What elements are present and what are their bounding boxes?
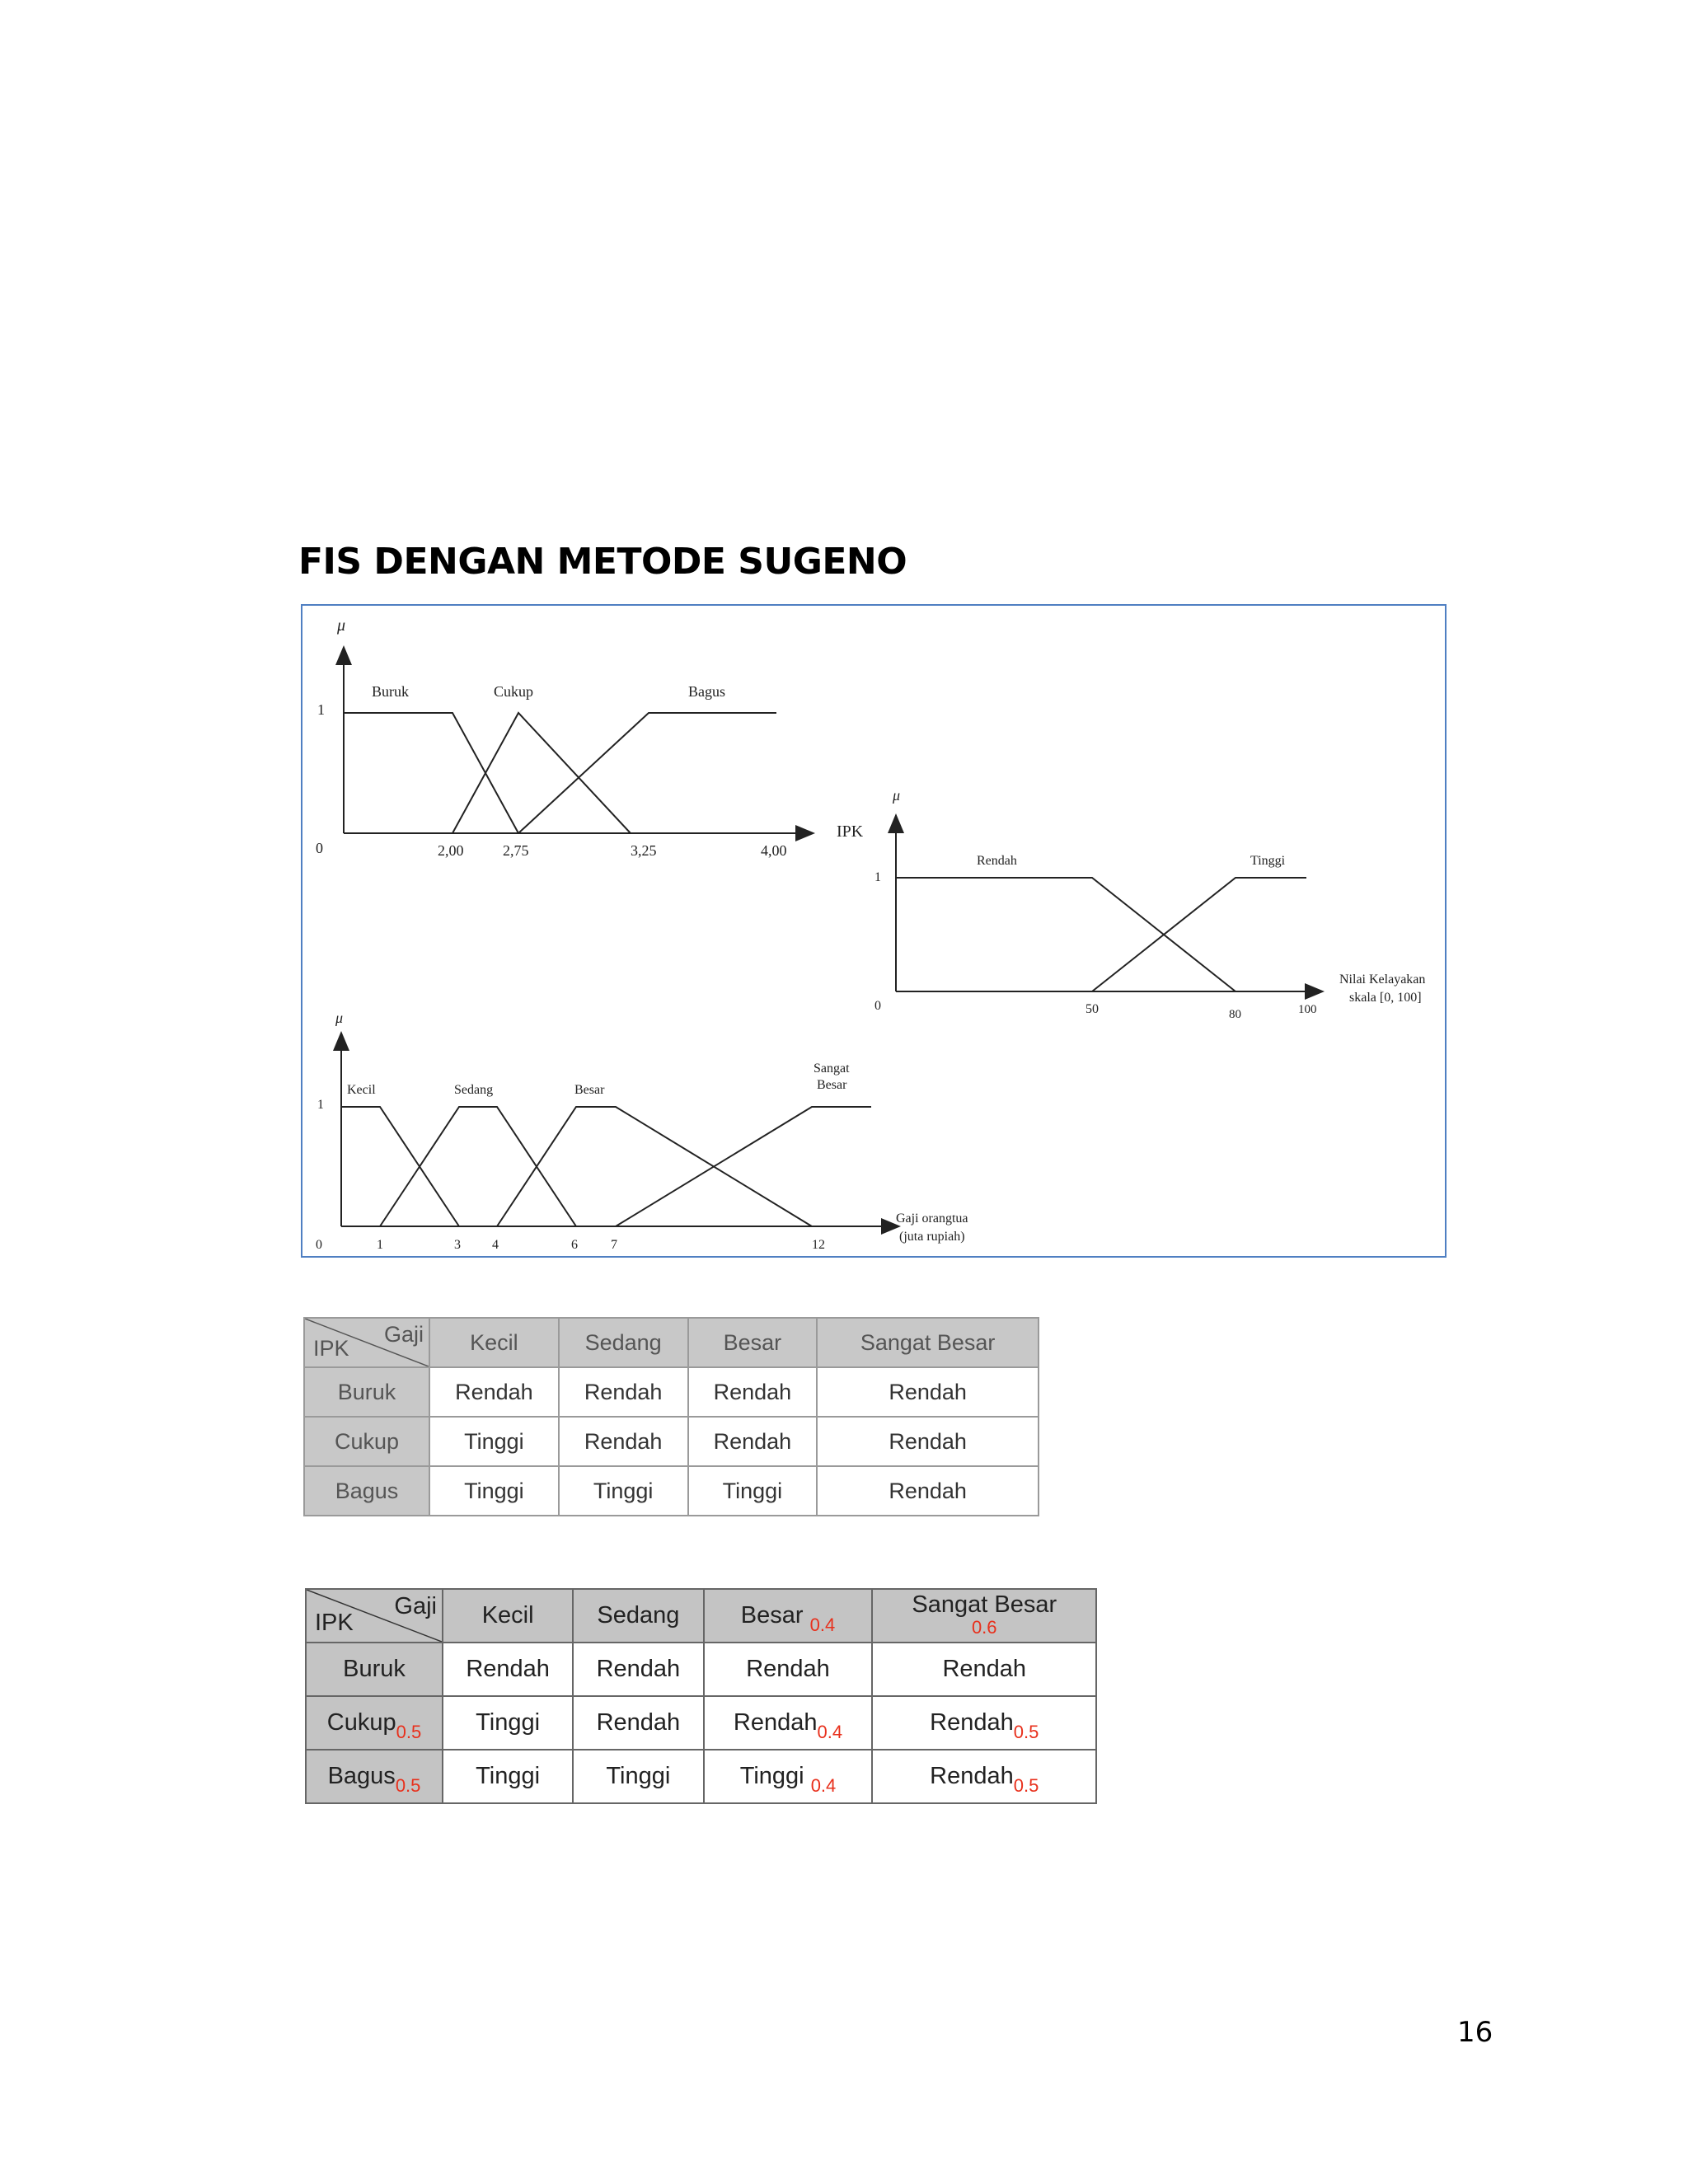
rule-table-cell: Rendah	[429, 1367, 559, 1417]
ipk-y-zero: 0	[316, 840, 323, 856]
ipk-membership-chart	[316, 616, 864, 859]
gaji-tick: 7	[611, 1238, 617, 1252]
kelayakan-axis-label: skala [0, 100]	[1349, 991, 1422, 1005]
ipk-y-one: 1	[317, 701, 325, 718]
kelayakan-set-tinggi	[1092, 878, 1306, 991]
kelayakan-label-rendah: Rendah	[977, 854, 1017, 868]
gaji-axis-label: Gaji orangtua	[896, 1212, 968, 1226]
degree-value: 0.5	[1013, 1775, 1039, 1796]
kelayakan-tick: 80	[1229, 1008, 1241, 1021]
rule-degree-table-col-header: Sangat Besar 0.6	[872, 1589, 1096, 1643]
rule-table-cell: Tinggi	[559, 1466, 688, 1516]
rule-degree-table-cell: Rendah	[443, 1643, 573, 1696]
rule-table-cell: Rendah	[688, 1367, 818, 1417]
gaji-tick: 3	[454, 1238, 461, 1252]
degree-value: 0.5	[396, 1722, 422, 1742]
rule-degree-table-col-header: Besar $_{0.4}$	[704, 1589, 873, 1643]
gaji-set-besar	[497, 1107, 812, 1226]
rule-degree-table-row-header: Bagus$_{0.5}$	[306, 1750, 443, 1803]
rule-table-cell: Rendah	[817, 1466, 1039, 1516]
kelayakan-set-rendah	[896, 878, 1236, 991]
gaji-axis-label: (juta rupiah)	[899, 1230, 965, 1244]
rule-table-row	[304, 1417, 1039, 1466]
ipk-axis-label: IPK	[837, 823, 864, 841]
ipk-tick: 3,25	[631, 842, 657, 859]
gaji-label-besar: Besar	[574, 1083, 605, 1097]
rule-table-col-header: Sedang	[559, 1318, 688, 1367]
rule-table-col-header: Sangat Besar	[817, 1318, 1039, 1367]
ipk-label-buruk: Buruk	[372, 683, 409, 700]
rule-table-corner-ipk: IPK	[313, 1336, 349, 1361]
kelayakan-membership-chart	[874, 787, 1425, 1021]
degree-value: 0.4	[810, 1775, 837, 1796]
kelayakan-label-tinggi: Tinggi	[1250, 854, 1286, 868]
kelayakan-tick: 50	[1085, 1002, 1099, 1016]
gaji-tick: 4	[492, 1238, 499, 1252]
ipk-set-buruk	[344, 713, 518, 833]
kelayakan-tick: 100	[1298, 1003, 1317, 1016]
degree-value: 0.4	[817, 1722, 843, 1742]
rule-table-col-header: Besar	[688, 1318, 818, 1367]
rule-table-cell: Tinggi	[429, 1417, 559, 1466]
rule-degree-table-cell: Rendah	[872, 1643, 1096, 1696]
degree-value: 0.4	[809, 1615, 836, 1635]
gaji-y-one: 1	[317, 1098, 324, 1112]
rule-table-corner-gaji: Gaji	[383, 1322, 424, 1347]
rule-degree-table-row-header: Buruk	[306, 1643, 443, 1696]
gaji-label-sangat-besar: Besar	[817, 1078, 847, 1092]
rule-degree-table-cell: Tinggi	[443, 1696, 573, 1750]
rule-degree-table-row	[306, 1696, 1096, 1750]
ipk-set-cukup	[452, 713, 631, 833]
gaji-tick: 6	[571, 1238, 578, 1252]
rule-degree-table-col-header: Kecil	[443, 1589, 573, 1643]
gaji-membership-chart	[316, 1010, 968, 1252]
rule-table	[303, 1317, 1039, 1516]
gaji-label-sedang: Sedang	[454, 1083, 494, 1097]
rule-degree-table-cell: Tinggi	[573, 1750, 703, 1803]
rule-degree-table-cell: Rendah$_{0.5}$	[872, 1750, 1096, 1803]
rule-degree-table-cell: Tinggi	[443, 1750, 573, 1803]
membership-function-figure	[301, 604, 1447, 1258]
degree-value: 0.6	[971, 1616, 997, 1638]
rule-table-row-header: Bagus	[304, 1466, 429, 1516]
gaji-tick: 1	[377, 1238, 383, 1252]
rule-table-header-row	[304, 1318, 1039, 1367]
rule-degree-table-cell: Rendah$_{0.4}$	[704, 1696, 873, 1750]
ipk-tick: 2,00	[438, 842, 464, 859]
rule-degree-table-corner-ipk: IPK	[315, 1610, 354, 1636]
gaji-y-zero: 0	[316, 1238, 322, 1252]
membership-function-diagram	[302, 606, 1447, 1258]
rule-table-corner	[304, 1318, 429, 1367]
kelayakan-mu-label: μ	[893, 787, 901, 804]
rule-table-cell: Rendah	[559, 1417, 688, 1466]
section-heading: FIS DENGAN METODE SUGENO	[298, 541, 907, 583]
rule-table-row-header: Cukup	[304, 1417, 429, 1466]
rule-table-row-header: Buruk	[304, 1367, 429, 1417]
gaji-label-kecil: Kecil	[347, 1083, 376, 1097]
rule-degree-table-cell: Tinggi $_{0.4}$	[704, 1750, 873, 1803]
kelayakan-axis-label: Nilai Kelayakan	[1339, 972, 1426, 987]
rule-degree-table-row	[306, 1643, 1096, 1696]
rule-table-cell: Rendah	[817, 1417, 1039, 1466]
rule-degree-table	[305, 1588, 1097, 1804]
ipk-label-cukup: Cukup	[494, 683, 534, 700]
gaji-label-sangat: Sangat	[814, 1062, 850, 1076]
gaji-tick: 12	[812, 1238, 825, 1252]
rule-degree-table-cell: Rendah$_{0.5}$	[872, 1696, 1096, 1750]
degree-value: 0.5	[395, 1775, 421, 1796]
rule-table-cell: Tinggi	[429, 1466, 559, 1516]
rule-degree-table-header-row	[306, 1589, 1096, 1643]
gaji-set-kecil	[341, 1107, 459, 1226]
rule-degree-table-corner-gaji: Gaji	[394, 1593, 437, 1619]
kelayakan-y-one: 1	[874, 870, 881, 884]
gaji-set-sedang	[380, 1107, 576, 1226]
ipk-tick: 2,75	[503, 842, 529, 859]
rule-table-cell: Rendah	[688, 1417, 818, 1466]
page-number: 16	[1457, 2016, 1493, 2049]
rule-table-cell: Rendah	[817, 1367, 1039, 1417]
rule-table-row	[304, 1367, 1039, 1417]
rule-degree-table-cell: Rendah	[704, 1643, 873, 1696]
rule-degree-table-col-header: Sedang	[573, 1589, 703, 1643]
rule-degree-table-cell: Rendah	[573, 1643, 703, 1696]
rule-degree-table-row	[306, 1750, 1096, 1803]
rule-degree-table-row-header: Cukup$_{0.5}$	[306, 1696, 443, 1750]
rule-table-col-header: Kecil	[429, 1318, 559, 1367]
ipk-mu-label: μ	[337, 616, 346, 635]
degree-value: 0.5	[1013, 1722, 1039, 1742]
rule-table-cell: Tinggi	[688, 1466, 818, 1516]
ipk-tick: 4,00	[761, 842, 787, 859]
ipk-set-bagus	[518, 713, 776, 833]
rule-degree-table-cell: Rendah	[573, 1696, 703, 1750]
rule-table-cell: Rendah	[559, 1367, 688, 1417]
gaji-mu-label: μ	[335, 1010, 344, 1026]
rule-degree-table-corner	[306, 1589, 443, 1643]
ipk-label-bagus: Bagus	[688, 683, 725, 700]
gaji-set-sangat-besar	[616, 1107, 871, 1226]
kelayakan-y-zero: 0	[874, 999, 881, 1013]
rule-table-row	[304, 1466, 1039, 1516]
